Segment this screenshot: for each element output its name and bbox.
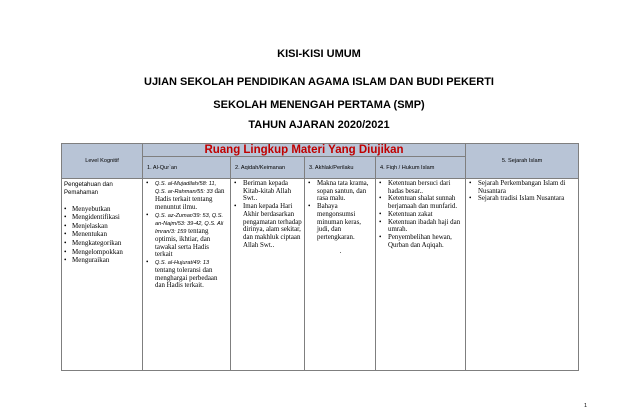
quran-list bbox=[146, 180, 228, 290]
list-item: • Beriman kepada Kitab-kitab Allah Swt.. bbox=[234, 180, 302, 203]
document-title bbox=[0, 49, 638, 131]
col-header-akhlak: 3. Akhlak/Perilaku bbox=[305, 157, 376, 179]
list-item: • Sejarah tradisi Islam Nusantara bbox=[469, 195, 576, 203]
list-item: • Menentukan bbox=[64, 230, 140, 239]
col-header-sejarah: 5. Sejarah Islam bbox=[466, 144, 579, 179]
quran-ref-2: Q.S. az-Zumar/39: 53, Q.S. an-Najm/53: 39-42, Q.S. Ali Imran/3: 159 bbox=[155, 212, 224, 235]
col-header-aqidah: 2. Aqidah/Keimanan bbox=[231, 157, 305, 179]
list-item: • Iman kepada Hari Akhir berdasarkan pengamatan terhadap dirinya, alam sekitar, dan makhluk ciptaan Allah Swt.. bbox=[234, 203, 302, 249]
fiqh-list bbox=[379, 180, 463, 249]
title-line-1: KISI-KISI UMUM bbox=[277, 48, 361, 60]
col-header-quran: 1. Al-Qur`an bbox=[143, 157, 231, 179]
kisi-kisi-table bbox=[61, 143, 579, 371]
level-title: Pengetahuan dan bbox=[64, 181, 113, 188]
title-line-2: UJIAN SEKOLAH PENDIDIKAN AGAMA ISLAM DAN BUDI PEKERTI bbox=[144, 76, 494, 88]
akhlak-list bbox=[308, 180, 373, 255]
list-item: • Ketentuan bersuci dari hadas besar.. bbox=[379, 180, 463, 195]
list-item: • Ketentuan ibadah haji dan umrah. bbox=[379, 219, 463, 234]
list-item: • Ketentuan shalat sunnah berjamaah dan munfarid. bbox=[379, 195, 463, 210]
list-item: • Makna tata krama, sopan santun, dan rasa malu. bbox=[308, 180, 373, 203]
level-kognitif-header: Level Kognitif bbox=[62, 144, 143, 179]
level-title-2: Pemahaman bbox=[64, 190, 99, 197]
aqidah-cell bbox=[231, 179, 305, 371]
quran-text-3: tentang toleransi dan menghargai perbedaan dan Hadis terkait. bbox=[155, 267, 218, 290]
fiqh-cell bbox=[376, 179, 466, 371]
list-item: • Sejarah Perkembangan Islam di Nusantara bbox=[469, 180, 576, 195]
quran-text-2: tentang optimis, ikhtiar, dan tawakal serta Hadis terkait bbox=[155, 227, 211, 259]
list-item bbox=[146, 212, 228, 259]
list-item: • Menguraikan bbox=[64, 256, 140, 265]
page-number: 1 bbox=[584, 403, 588, 409]
title-line-3: SEKOLAH MENENGAH PERTAMA (SMP) bbox=[213, 99, 425, 111]
list-item: • Menjelaskan bbox=[64, 222, 140, 231]
list-item: • Ketentuan zakat bbox=[379, 211, 463, 219]
list-item: • Mengidentifikasi bbox=[64, 213, 140, 222]
sejarah-cell bbox=[466, 179, 579, 371]
quran-ref-3: Q.S. al-Hujurat/49: 13 bbox=[155, 259, 210, 266]
list-item bbox=[146, 180, 228, 212]
list-item: • Mengelompokkan bbox=[64, 248, 140, 257]
list-item: • Bahaya mengonsumsi minuman keras, judi, dan pertengkaran. bbox=[308, 203, 373, 242]
col-header-fiqh: 4. Fiqh / Hukum Islam bbox=[376, 157, 466, 179]
akhlak-dot: . bbox=[339, 247, 342, 255]
sejarah-list bbox=[469, 180, 576, 203]
quran-cell bbox=[143, 179, 231, 371]
ruang-lingkup-header: Ruang Lingkup Materi Yang Diujikan bbox=[143, 144, 466, 157]
list-item: • Menyebutkan bbox=[64, 205, 140, 214]
quran-text-1: dan Hadis terkait tentang menuntut ilmu. bbox=[155, 188, 225, 211]
list-item: • Penyembelihan hewan, Qurban dan Aqiqah. bbox=[379, 234, 463, 249]
title-line-4: TAHUN AJARAN 2020/2021 bbox=[248, 119, 390, 131]
list-item bbox=[146, 259, 228, 290]
quran-ref-1: Q.S. al-Mujadilah/58: 11, Q.S. ar-Rahman/55: 33 bbox=[155, 181, 217, 196]
akhlak-cell bbox=[305, 179, 376, 371]
list-item: • Mengkategorikan bbox=[64, 239, 140, 248]
level-cell bbox=[62, 179, 143, 371]
level-list bbox=[64, 205, 140, 265]
aqidah-list bbox=[234, 180, 302, 249]
